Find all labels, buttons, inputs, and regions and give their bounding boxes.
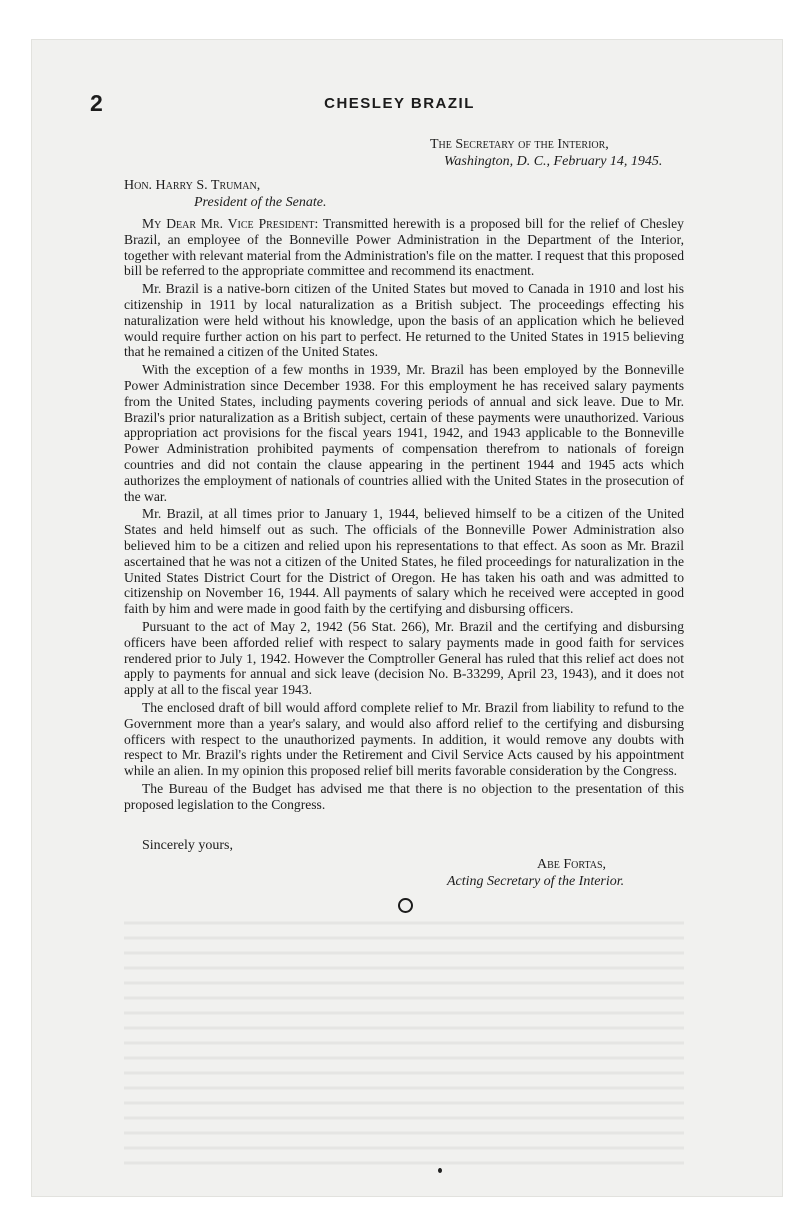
sender-title: The Secretary of the Interior, <box>430 137 609 152</box>
signer-title: Acting Secretary of the Interior. <box>447 874 625 889</box>
paragraph: The enclosed draft of bill would afford complete relief to Mr. Brazil from liability to refund to the Government more than a year's salary, and would also afford relief to the certifying and disbursing officers with respect to the unauthorized payments. In addition, it would remove any doubts with respect to Mr. Brazil's rights under the Retirement and Civil Service Acts caused by his appointment while an alien. In my opinion this proposed relief bill merits favorable consideration by the Congress. <box>124 699 684 779</box>
running-head: CHESLEY BRAZIL <box>324 95 475 112</box>
sender-block <box>430 136 662 170</box>
paragraph: The Bureau of the Budget has advised me that there is no objection to the presentation of this proposed legislation to the Congress. <box>124 780 684 812</box>
paragraph: Mr. Brazil is a native-born citizen of the United States but moved to Canada in 1910 and lost his citizenship in 1911 by local naturalization as a British subject. The proceedings effecting his naturalization were held without his knowledge, upon the basis of an application which he believed would require further action on his part to perfect. He returned to the United States in 1915 believing that he remained a citizen of the United States. <box>124 281 684 360</box>
page-number: 2 <box>90 90 103 116</box>
letter-body <box>124 216 684 814</box>
paragraph: With the exception of a few months in 1939, Mr. Brazil has been employed by the Bonneville Power Administration since December 1938. For this employment he has received salary payments from the United States, including payments covering periods of annual and sick leave. Due to Mr. Brazil's prior naturalization as a British subject, certain of these payments were unauthorized. Various appropriation act provisions for the fiscal years 1941, 1942, and 1943 applicable to the Bonneville Power Administration prohibited payments of compensation therefrom to nationals of foreign countries and did not contain the clause appearing in the pertinent 1944 and 1945 acts which authorizes the employment of nationals of countries allied with the United States in the prosecution of the war. <box>124 362 684 504</box>
paragraph: Pursuant to the act of May 2, 1942 (56 Stat. 266), Mr. Brazil and the certifying and disbursing officers have been afforded relief with respect to salary payments made in good faith for services rendered prior to July 1, 1942. However the Comptroller General has ruled that this relief act does not apply to payments for annual and sick leave (decision No. B-33299, April 23, 1943), and it does not apply at all to the fiscal year 1943. <box>124 618 684 698</box>
addressee-title: President of the Senate. <box>194 195 327 210</box>
signature-block <box>447 856 624 890</box>
signer-name: Abe Fortas, <box>537 857 607 872</box>
addressee-block <box>124 177 326 211</box>
bleed-through-texture <box>124 912 684 1167</box>
end-circle-icon <box>398 898 413 913</box>
paragraph-text: Transmitted herewith is a proposed bill for the relief of Chesley Brazil, an employee of the Bonneville Power Administration in the Department of the Interior, together with relevant material from the Administration's file on the matter. I request that this proposed bill be referred to the appropriate committee and recommend its enactment. <box>124 216 684 279</box>
addressee-name: Hon. Harry S. Truman, <box>124 178 261 193</box>
salutation: My Dear Mr. Vice President: <box>142 216 319 231</box>
closing: Sincerely yours, <box>142 838 233 853</box>
speck-mark <box>438 1168 442 1173</box>
paragraph: Mr. Brazil, at all times prior to January 1, 1944, believed himself to be a citizen of the United States and held himself out as such. The officials of the Bonneville Power Administration also believed him to be a citizen and relied upon his representations to that effect. As soon as Mr. Brazil ascertained that he was not a citizen of the United States, he filed proceedings for naturalization in the United States District Court for the District of Oregon. He has taken his oath and was admitted to citizenship on November 16, 1944. All payments of salary which he received were accepted in good faith by him and were made in good faith by the certifying and disbursing officers. <box>124 506 684 617</box>
paragraph <box>124 216 684 279</box>
sender-location-date: Washington, D. C., February 14, 1945. <box>444 154 663 169</box>
